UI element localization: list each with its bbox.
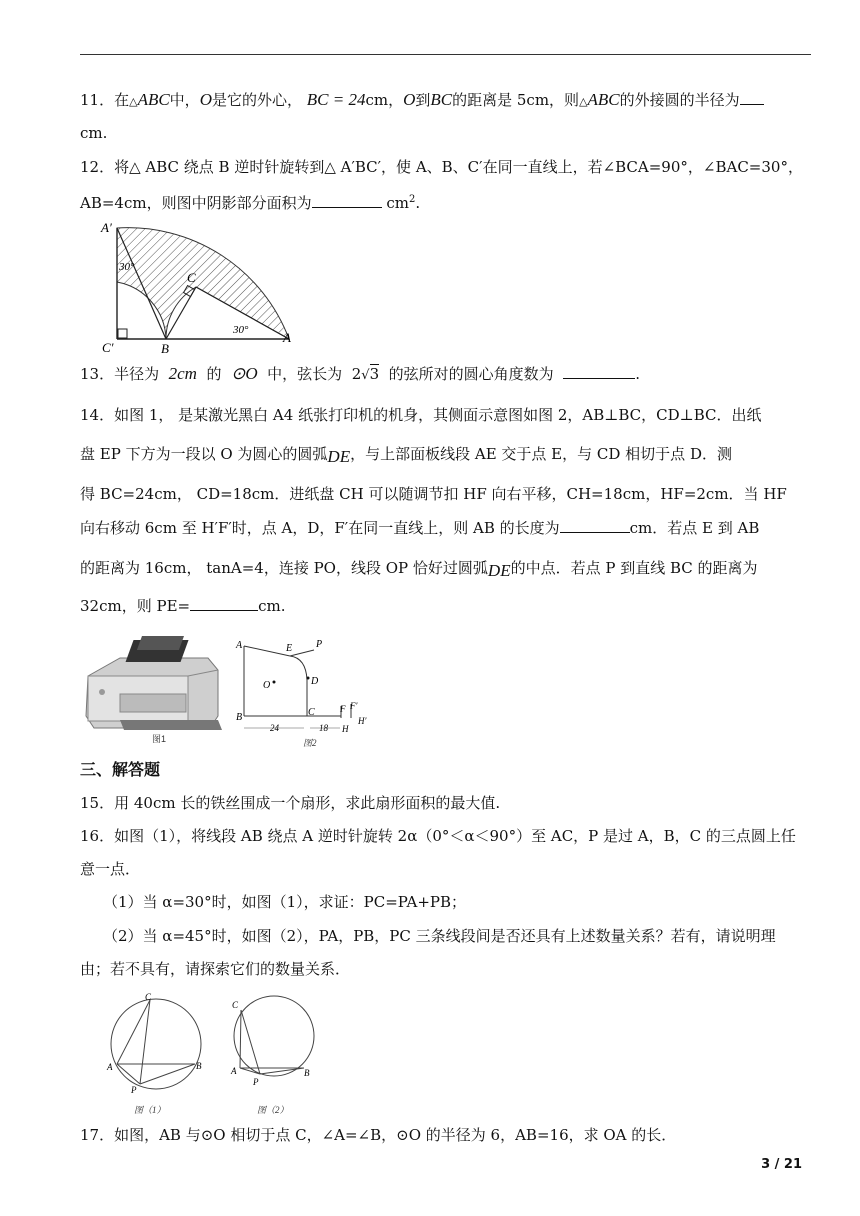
q14-line6: 32cm，则 PE= cm.: [80, 597, 286, 615]
fig2-label-P: P: [316, 639, 323, 650]
fig2-dim-18: 18: [319, 723, 328, 733]
q14-line4: 向右移动 6cm 至 H′F′时，点 A，D，F′在同一直线上，则 AB 的长度为 cm．若点 E 到 AB: [80, 519, 760, 537]
q11-line2: cm.: [80, 124, 108, 142]
q16-part1: （1）当 α=30°时，如图（1），求证：PC=PA+PB；: [103, 893, 467, 911]
fig2-dim-24: 24: [270, 723, 279, 733]
q14-line2: 盘 EP 下方为一段以 O 为圆心的圆弧DE，与上部面板线段 AE 交于点 E，与 CD 相切于点 D．测: [80, 445, 732, 466]
fig12-label-C: C: [187, 270, 196, 285]
fig-printer-caption: 图1: [152, 734, 167, 744]
q12-answer-blank: [312, 193, 382, 208]
q16-line2: 意一点．: [80, 860, 141, 878]
q16-figure1: [104, 992, 208, 1122]
q16-fig1-label-A: A: [107, 1062, 113, 1072]
q17-text: 17．如图，AB 与⊙O 相切于点 C，∠A=∠B，⊙O 的半径为 6，AB=16，求 OA 的长．: [80, 1126, 677, 1144]
fig12-label-C-prime: C′: [102, 340, 114, 355]
q16-fig2-label-B: B: [304, 1068, 310, 1078]
fig2-label-H-prime: H′: [358, 716, 367, 726]
q12-line1: 12．将△ ABC 绕点 B 逆时针旋转到△ A′BC′，使 A、B、C′在同一直线上，若∠BCA=90°，∠BAC=30°，: [80, 158, 803, 176]
q16-fig2-label-A: A: [231, 1066, 237, 1076]
q13-chord-length: 2√3: [351, 365, 380, 383]
fig2-label-F: F: [340, 704, 346, 714]
q13-line: 13．半径为 2cm 的 ⊙O 中，弦长为 2√3 的弦所对的圆心角度数为 .: [80, 364, 640, 383]
q13-answer-blank: [563, 364, 635, 379]
q15-text: 15．用 40cm 长的铁丝围成一个扇形，求此扇形面积的最大值.: [80, 794, 501, 812]
q16-fig1-label-P: P: [131, 1085, 137, 1095]
printer-illustration: [80, 636, 222, 744]
fig2-label-H: H: [342, 724, 349, 734]
q16-fig1-caption: 图（1）: [134, 1105, 166, 1115]
fig2-label-O: O: [263, 680, 271, 691]
fig12-angle-right: 30°: [233, 324, 249, 336]
q14-answer-blank-1: [560, 518, 630, 533]
header-rule: [80, 54, 811, 55]
fig2-label-F-prime: F′: [350, 701, 358, 711]
q16-part2: （2）当 α=45°时，如图（2），PA，PB，PC 三条线段间是否还具有上述数量关系？若有，请说明理: [103, 927, 776, 945]
q14-line5: 的距离为 16cm， tanA=4，连接 PO，线段 OP 恰好过圆弧DE的中点．若点 P 到直线 BC 的距离为: [80, 559, 758, 580]
q12-line2: AB=4cm，则图中阴影部分面积为 $cm^2$.: [80, 194, 421, 212]
fig12-label-B: B: [161, 341, 169, 356]
q16-fig2-label-P: P: [253, 1077, 259, 1087]
q11-line1: 11．在△ABC中，O是它的外心， BC = 24cm，O到BC的距离是 5cm，则△ABC的外接圆的半径为: [80, 90, 764, 112]
fig2-label-A: A: [236, 640, 243, 651]
fig2-label-D: D: [311, 676, 319, 687]
q16-fig2-label-C: C: [232, 1000, 239, 1010]
q14-line3: 得 BC=24cm， CD=18cm．进纸盘 CH 可以随调节扣 HF 向右平移，CH=18cm，HF=2cm．当 HF: [80, 485, 787, 503]
fig2-caption: 图2: [303, 738, 317, 748]
q14-line1: 14．如图 1， 是某激光黑白 A4 纸张打印机的机身，其侧面示意图如图 2，AB⊥BC，CD⊥BC．出纸: [80, 406, 762, 424]
q16-fig1-label-C: C: [145, 992, 152, 1002]
fig12-label-A: A: [283, 330, 291, 345]
fig12-label-A-prime: A′: [101, 220, 112, 235]
fig2-label-E: E: [286, 643, 293, 654]
q16-figure2: [224, 992, 328, 1122]
q16-fig1-label-B: B: [196, 1061, 202, 1071]
q14-figure2: [230, 636, 390, 760]
q16-line1: 16．如图（1），将线段 AB 绕点 A 逆时针旋转 2α（0°＜α＜90°）至 AC，P 是过 A，B，C 的三点圆上任: [80, 827, 796, 845]
section3-title: 三、解答题: [80, 760, 161, 779]
q11-answer-blank: [740, 90, 764, 105]
page-number: 3 / 21: [761, 1157, 802, 1172]
fig2-label-C: C: [308, 707, 315, 718]
fig2-label-B: B: [236, 712, 243, 723]
fig12-angle-top: 30°: [119, 261, 135, 273]
q14-answer-blank-2: [190, 596, 258, 611]
q14-arc-DE-1: DE: [327, 447, 351, 466]
q16-fig2-caption: 图（2）: [257, 1105, 289, 1115]
q16-line5: 由；若不具有，请探索它们的数量关系．: [80, 960, 351, 978]
q14-arc-DE-2: DE: [487, 561, 511, 580]
q12-figure: [98, 216, 298, 360]
